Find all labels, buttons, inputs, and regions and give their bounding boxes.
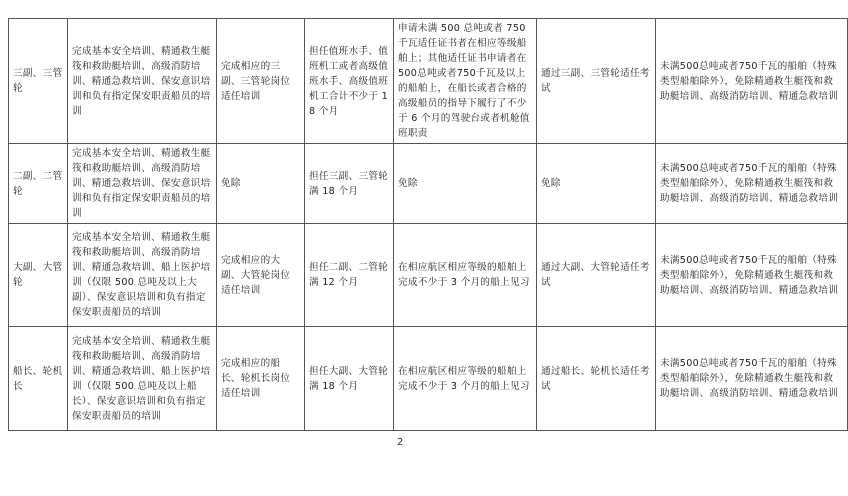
post-training-cell: 完成相应的大副、大管轮岗位适任培训	[217, 224, 305, 327]
exam-cell: 通过大副、大管轮适任考试	[537, 224, 656, 327]
table-row	[9, 19, 848, 144]
rank-cell: 二副、二管轮	[9, 144, 68, 224]
onboard-cell: 申请未满 500 总吨或者 750 千瓦适任证书者在相应等级船舶上；其他适任证书申请者在500总吨或者750千瓦及以上的船舶上，在船长或者合格的高级船员的指导下履行了不少于 6 个月的驾驶台或者机舱值班职责	[394, 19, 537, 144]
exemption-cell: 未满500总吨或者750千瓦的船舶（特殊类型船舶除外），免除精通救生艇筏和救助艇培训、高级消防培训、精通急救培训	[656, 327, 848, 431]
table-row	[9, 224, 848, 327]
exemption-cell: 未满500总吨或者750千瓦的船舶（特殊类型船舶除外），免除精通救生艇筏和救助艇培训、高级消防培训、精通急救培训	[656, 19, 848, 144]
post-training-cell: 完成相应的三副、三管轮岗位适任培训	[217, 19, 305, 144]
rank-cell: 船长、轮机长	[9, 327, 68, 431]
onboard-cell: 在相应航区相应等级的船舶上完成不少于 3 个月的船上见习	[394, 224, 537, 327]
post-training-cell: 免除	[217, 144, 305, 224]
exam-cell: 通过三副、三管轮适任考试	[537, 19, 656, 144]
table-row	[9, 144, 848, 224]
exemption-cell: 未满500总吨或者750千瓦的船舶（特殊类型船舶除外），免除精通救生艇筏和救助艇培训、高级消防培训、精通急救培训	[656, 144, 848, 224]
sea-service-cell: 担任大副、大管轮满 18 个月	[305, 327, 394, 431]
sea-service-cell: 担任二副、二管轮满 12 个月	[305, 224, 394, 327]
requirements-table	[8, 18, 848, 431]
exemption-cell: 未满500总吨或者750千瓦的船舶（特殊类型船舶除外），免除精通救生艇筏和救助艇培训、高级消防培训、精通急救培训	[656, 224, 848, 327]
training-cell: 完成基本安全培训、精通救生艇筏和救助艇培训、高级消防培训、精通急救培训、保安意识培训和负有指定保安职责船员的培训	[68, 19, 217, 144]
training-cell: 完成基本安全培训、精通救生艇筏和救助艇培训、高级消防培训、精通急救培训、保安意识培训和负有指定保安职责船员的培训	[68, 144, 217, 224]
training-cell: 完成基本安全培训、精通救生艇筏和救助艇培训、高级消防培训、精通急救培训、船上医护培训（仅限 500 总吨及以上大副）、保安意识培训和负有指定保安职责船员的培训	[68, 224, 217, 327]
onboard-cell: 免除	[394, 144, 537, 224]
sea-service-cell: 担任值班水手、值班机工或者高级值班水手、高级值班机工合计不少于 18 个月	[305, 19, 394, 144]
post-training-cell: 完成相应的船长、轮机长岗位适任培训	[217, 327, 305, 431]
exam-cell: 免除	[537, 144, 656, 224]
page-number: 2	[396, 437, 404, 448]
sea-service-cell: 担任三副、三管轮满 18 个月	[305, 144, 394, 224]
exam-cell: 通过船长、轮机长适任考试	[537, 327, 656, 431]
training-cell: 完成基本安全培训、精通救生艇筏和救助艇培训、高级消防培训、精通急救培训、船上医护培训（仅限 500 总吨及以上船长）、保安意识培训和负有指定保安职责船员的培训	[68, 327, 217, 431]
rank-cell: 大副、大管轮	[9, 224, 68, 327]
onboard-cell: 在相应航区相应等级的船舶上完成不少于 3 个月的船上见习	[394, 327, 537, 431]
rank-cell: 三副、三管轮	[9, 19, 68, 144]
table-row	[9, 327, 848, 431]
